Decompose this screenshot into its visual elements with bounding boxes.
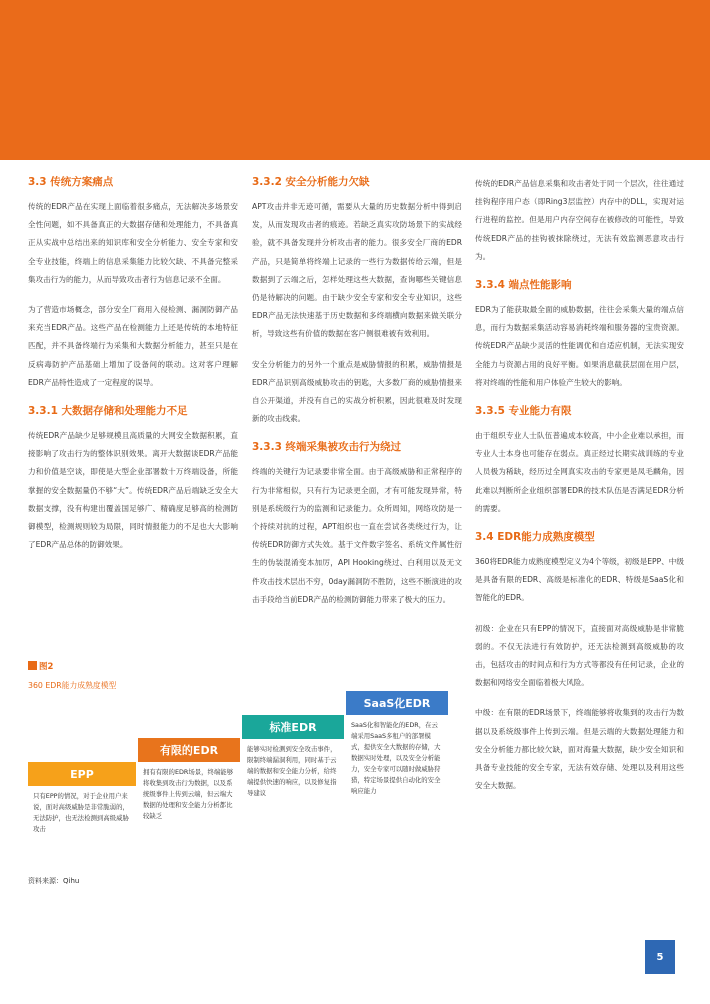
paragraph: 传统的EDR产品在实现上面临着很多痛点，无法解决多场景安全性问题，如不具备真正的大数据存储和处理能力，不具备真正从实战中总结出来的知识库和安全分析能力、安全专家和安全专业技能，终端上的信息采集能力比较欠缺、不具备完整采集攻击行为的能力，从而导致攻击者行为信息记录不全面。: [28, 202, 238, 284]
maturity-step-desc: SaaS化和智能化的EDR，在云端采用SaaS多租户的部署模式，提供安全大数据的存储，大数据实时处理，以及安全分析能力，安全专家可以随时做威胁狩猎，特定场景提供自动化的安全响应能力: [346, 716, 448, 826]
section-heading-3-3-1: 3.3.1 大数据存储和处理能力不足: [28, 405, 188, 418]
figure-subtitle: 360 EDR能力成熟度模型: [28, 681, 117, 690]
maturity-step-desc: 拥有有限的EDR场景，终端能够将收集到攻击行为数据，以及系统级事件上传到云端，但云端大数据的处理和安全能力分析都比较缺乏: [138, 763, 240, 843]
paragraph: APT攻击并非无迹可循，需要从大量的历史数据分析中得到启发，从而发现攻击者的痕迹。若缺乏真实攻防场景下的实战经验，就不具备发现并分析攻击者的能力。很多安全厂商的EDR产品，只是简单将终端上记录的一些行为数据传给云端，但是数据到了云端之后，怎样处理这些大数据，查询哪些关键信息仍是待解决的问题。由于缺少安全专家和安全专业知识，这些EDR产品无法快速基于历史数据和多终端横向数据来做关联分析，导致这些有价值的数据在客户侧很难被有效利用。: [252, 202, 462, 339]
maturity-step-epp: EPP: [28, 762, 136, 786]
paragraph: 中级：在有限的EDR场景下，终端能够将收集到的攻击行为数据以及系统级事件上传到云端。但是云端的大数据处理能力和安全分析能力都比较欠缺，面对海量大数据，缺少安全知识和具备专业技能的安全专家，无法有效存储、处理以及利用这些安全大数据。: [475, 708, 684, 791]
maturity-step-standard-edr: 标准EDR: [242, 715, 344, 739]
section-heading-3-3-2: 3.3.2 安全分析能力欠缺: [252, 176, 370, 188]
paragraph: 360将EDR能力成熟度模型定义为4个等级，初级是EPP、中级是具备有限的EDR、高级是标准化的EDR、特级是SaaS化和智能化的EDR。: [475, 557, 684, 603]
section-heading-3-3-5: 3.3.5 专业能力有限: [475, 405, 572, 418]
top-color-band: [0, 0, 710, 160]
paragraph: 终端的关键行为记录要非常全面。由于高级威胁和正常程序的行为非常相似，只有行为记录更全面，才有可能发现异常，特别是系统级行为的监测和记录能力。众所周知，网络攻防是一个持续对抗的过程，APT组织也一直在尝试各类绕过行为，让传统EDR防御方式失效。基于文件数字签名、系统文件属性衍生的伪装混淆变本加厉，API Hooking绕过、白利用以及无文件攻击技术层出不穷，0day漏洞防不胜防，这些不断演进的攻击手段给当前EDR产品的检测防御能力带来了极大的压力。: [252, 467, 462, 604]
maturity-step-desc: 只有EPP的情况，对于企业用户来说，面对高级威胁是非常脆弱的，无法防护，也无法检测到高级威胁攻击: [28, 787, 136, 855]
section-heading-3-3: 3.3 传统方案痛点: [28, 176, 114, 188]
maturity-step-saas-edr: SaaS化EDR: [346, 691, 448, 715]
paragraph: 初级：企业在只有EPP的情况下，直接面对高级威胁是非常脆弱的。不仅无法进行有效防护，还无法检测到高级威胁的攻击，包括攻击的时间点和行为方式等都没有任何记录，企业的数据和网络安全面临着极大风险。: [475, 623, 684, 688]
section-heading-3-3-4: 3.3.4 端点性能影响: [475, 279, 572, 292]
paragraph: 安全分析能力的另外一个重点是威胁情报的积累，威胁情报是EDR产品识别高级威胁攻击的钥匙，大多数厂商的威胁情报来自公开渠道，并没有自己的实战分析积累，因此很难及时发现新的攻击线索。: [252, 359, 462, 424]
column-middle: [252, 175, 462, 621]
paragraph: EDR为了能获取最全面的威胁数据，往往会采集大量的端点信息，而行为数据采集活动容易消耗终端和服务器的宝贵资源。传统EDR产品缺少灵活的性能调优和自适应机制，无法实现安全能力与资源占用的良好平衡。如果消息截获层面在用户层，将对终端的性能和用户体验产生较大的影响。: [475, 305, 684, 387]
square-marker-icon: [28, 661, 37, 670]
section-heading-3-3-3: 3.3.3 终端采集被攻击行为绕过: [252, 441, 402, 454]
maturity-step-desc: 能够实时检测到安全攻击事件，限制终端漏洞利用，同时基于云端的数据和安全能力分析，给终端提供快速的响应，以及修复指导建议: [242, 740, 344, 820]
paragraph: 为了营造市场概念，部分安全厂商用入侵检测、漏洞防御产品来充当EDR产品。这些产品在检测能力上还是传统的本地特征匹配，并不具备终端行为采集和大数据分析能力，甚至只是在反病毒防护产品基础上增加了设备间的联动。这对客户理解EDR产品特性造成了一定程度的误导。: [28, 305, 238, 387]
column-left: [28, 175, 238, 566]
column-right: [475, 175, 684, 807]
section-heading-3-4: 3.4 EDR能力成熟度模型: [475, 531, 595, 544]
paragraph: 传统的EDR产品信息采集和攻击者处于同一个层次，往往通过挂钩程序用户态（即Ring3层监控）内存中的DLL，实现对运行进程的监控。但是用户内存空间存在被修改的可能性，导致传统EDR产品的挂钩被抹除绕过，无法有效监测恶意攻击行为。: [475, 179, 684, 261]
paragraph: 传统EDR产品缺少足够规模且高质量的大网安全数据积累，直接影响了攻击行为的整体识别效果。离开大数据谈EDR产品能力和价值是空谈，即使是大型企业部署数十万终端设备，所能掌握的安全数据量仍不够“大”。传统EDR产品后端缺乏安全大数据支撑，没有构建出覆盖国足够广、精确度足够高的检测防御模型，检测规则较为局限，同时情报能力的不足也大大影响了EDR产品总体的防御效果。: [28, 431, 238, 550]
maturity-step-limited-edr: 有限的EDR: [138, 738, 240, 762]
page-number: 5: [645, 940, 675, 974]
paragraph: 由于组织专业人士队伍普遍成本较高，中小企业难以承担，而专业人士本身也可能存在弱点。真正经过长期实战训练的专业人员极为稀缺，经历过全网真实攻击的专家更是凤毛麟角，因此难以判断所企业组织部署EDR的技术队伍是否满足EDR分析的需要。: [475, 431, 684, 513]
figure-label: 图2: [28, 660, 53, 672]
figure-source: 资料来源：Qihu: [28, 877, 80, 885]
